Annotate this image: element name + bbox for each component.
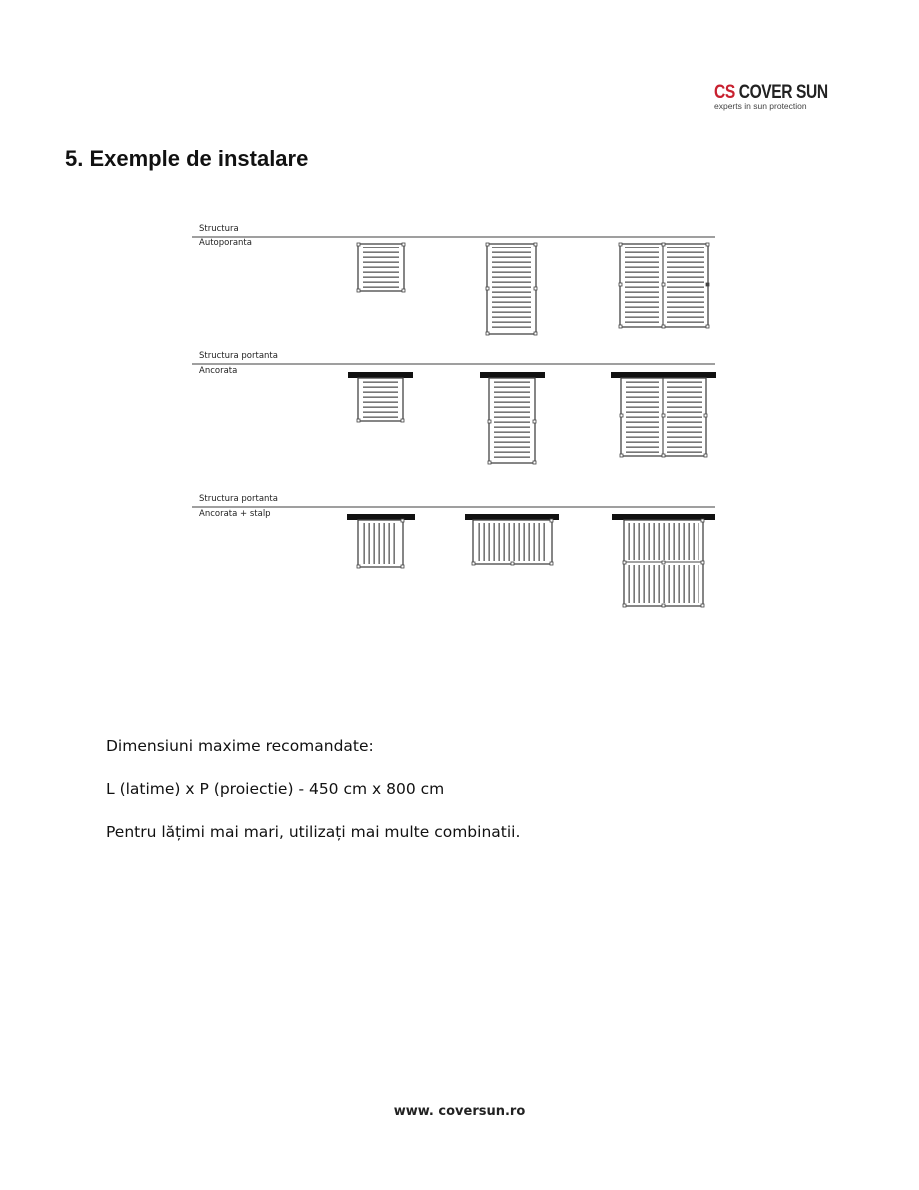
autoportanta-double-depth bbox=[486, 243, 537, 335]
ancorata-stalp-stacked bbox=[612, 514, 715, 607]
wider-widths-note: Pentru lățimi mai mari, utilizați mai multe combinatii. bbox=[106, 823, 521, 841]
section-3-type: Ancorata + stalp bbox=[199, 509, 271, 519]
section-1-type: Autoporanta bbox=[199, 238, 252, 248]
section-1-category: Structura bbox=[199, 224, 239, 234]
installation-examples-figure bbox=[192, 220, 717, 615]
logo-wordmark bbox=[714, 82, 828, 103]
logo-tagline: experts in sun protection bbox=[714, 101, 807, 111]
autoportanta-single bbox=[357, 243, 405, 292]
ancorata-stalp-wide bbox=[465, 514, 559, 565]
logo-mark: CS bbox=[714, 82, 735, 103]
ancorata-double-wide bbox=[611, 372, 716, 457]
page-title: 5. Exemple de instalare bbox=[65, 146, 309, 171]
max-dimensions-label: Dimensiuni maxime recomandate: bbox=[106, 737, 374, 755]
max-dimensions-value: L (latime) x P (proiectie) - 450 cm x 800 cm bbox=[106, 780, 445, 798]
ancorata-single bbox=[348, 372, 413, 422]
ancorata-stalp-single bbox=[347, 514, 415, 568]
logo-name: COVER SUN bbox=[738, 82, 828, 103]
installation-diagram-graphic bbox=[192, 220, 717, 615]
company-logo bbox=[714, 84, 834, 111]
section-2-type: Ancorata bbox=[199, 366, 238, 376]
section-3-category: Structura portanta bbox=[199, 494, 278, 504]
autoportanta-double-wide bbox=[619, 243, 709, 328]
section-2-category: Structura portanta bbox=[199, 351, 278, 361]
footer-website: www. coversun.ro bbox=[393, 1104, 526, 1119]
ancorata-double-depth bbox=[480, 372, 545, 464]
